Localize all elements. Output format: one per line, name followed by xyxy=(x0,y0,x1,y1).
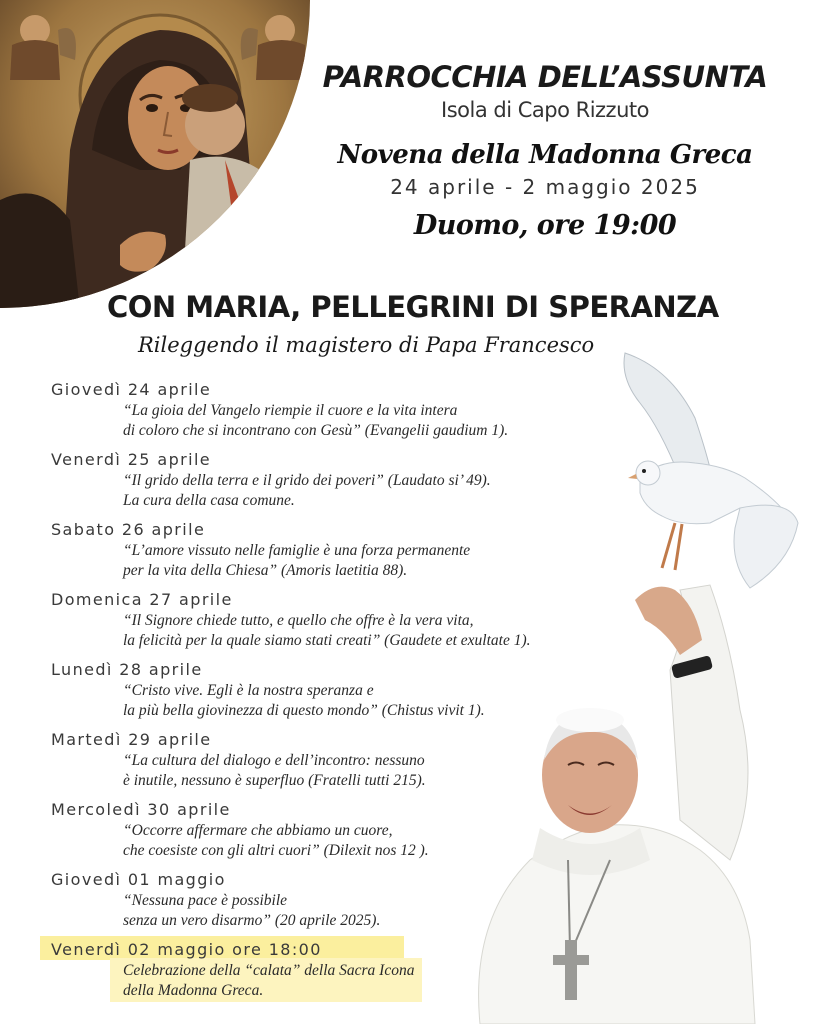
madonna-icon-image xyxy=(0,0,310,308)
parish-name: PARROCCHIA DELL’ASSUNTA xyxy=(322,60,768,94)
day-label: Giovedì 24 aprile xyxy=(51,380,212,399)
day-quote: “Il grido della terra e il grido dei poveri” (Laudato si’ 49). La cura della casa comune. xyxy=(123,472,491,509)
day-label: Sabato 26 aprile xyxy=(51,520,206,539)
schedule-day xyxy=(0,518,819,588)
day-quote: “Nessuna pace è possibile senza un vero disarmo” (20 aprile 2025). xyxy=(123,892,381,929)
event-dates: 24 aprile - 2 maggio 2025 xyxy=(390,175,700,199)
day-quote: “Il Signore chiede tutto, e quello che offre è la vera vita, la felicità per la quale siamo stati creati” (Gaudete et exultate 1). xyxy=(123,612,531,649)
schedule-day xyxy=(0,728,819,798)
schedule-day xyxy=(0,658,819,728)
location-time: Duomo, ore 19:00 xyxy=(413,210,677,241)
schedule-day xyxy=(0,868,819,938)
day-label: Venerdì 25 aprile xyxy=(51,450,212,469)
novena-schedule xyxy=(0,378,819,1008)
schedule-day xyxy=(0,798,819,868)
day-label: Mercoledì 30 aprile xyxy=(51,800,231,819)
day-label: Lunedì 28 aprile xyxy=(51,660,203,679)
day-label: Martedì 29 aprile xyxy=(51,730,212,749)
day-quote: “Cristo vive. Egli è la nostra speranza e la più bella giovinezza di questo mondo” (Chistus vivit 1). xyxy=(123,682,485,719)
day-quote: “Occorre affermare che abbiamo un cuore, che coesiste con gli altri cuori” (Dilexit nos 12 ). xyxy=(123,822,429,859)
theme-subtitle: Rileggendo il magistero di Papa Francesco xyxy=(138,333,595,357)
schedule-day-final xyxy=(0,938,819,1008)
schedule-day xyxy=(0,448,819,518)
day-quote: Celebrazione della “calata” della Sacra Icona della Madonna Greca. xyxy=(123,962,415,999)
town-name: Isola di Capo Rizzuto xyxy=(441,98,649,122)
day-quote: “L’amore vissuto nelle famiglie è una forza permanente per la vita della Chiesa” (Amoris laetitia 88). xyxy=(123,542,471,579)
day-label: Venerdì 02 maggio ore 18:00 xyxy=(51,940,322,959)
day-quote: “La cultura del dialogo e dell’incontro: nessuno è inutile, nessuno è superfluo (Fratelli tutti 215). xyxy=(123,752,426,789)
theme-title: CON MARIA, PELLEGRINI DI SPERANZA xyxy=(107,290,719,324)
day-quote: “La gioia del Vangelo riempie il cuore e la vita intera di coloro che si incontrano con Gesù” (Evangelii gaudium 1). xyxy=(123,402,509,439)
day-label: Giovedì 01 maggio xyxy=(51,870,226,889)
schedule-day xyxy=(0,588,819,658)
event-title: Novena della Madonna Greca xyxy=(337,140,753,170)
day-label: Domenica 27 aprile xyxy=(51,590,233,609)
schedule-day xyxy=(0,378,819,448)
